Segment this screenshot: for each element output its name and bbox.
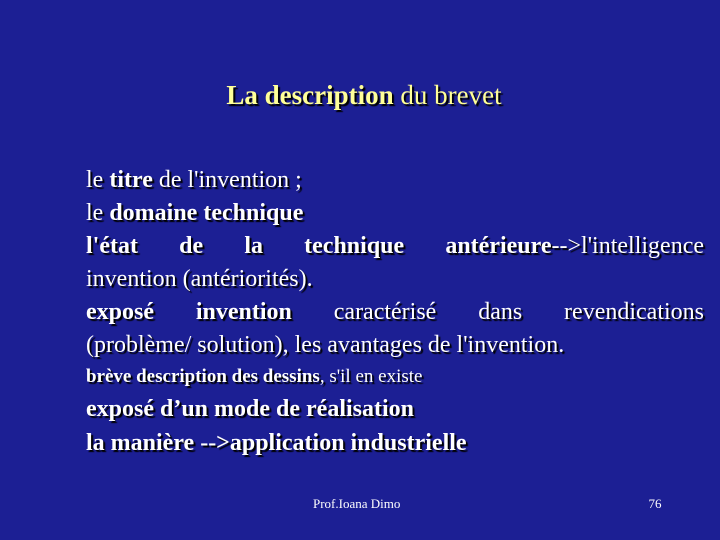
small-line-suffix: , s'il en existe [319, 366, 423, 387]
small-line-bold: brève description des dessins [86, 366, 320, 387]
slide-title [0, 80, 720, 111]
body-line-4 [86, 263, 704, 296]
body-line-big-1 [86, 392, 704, 426]
line-3-bold: l'état de la technique antérieure [86, 233, 552, 259]
title-bold: La description [226, 80, 394, 110]
body-line-big-2 [86, 426, 704, 460]
footer-author: Prof.Ioana Dimo [313, 496, 401, 511]
body-line-1 [86, 164, 704, 197]
line-1-suffix: de l'invention ; [152, 167, 302, 193]
line-6-text: (problème/ solution), les avantages de l'invention. [86, 332, 565, 358]
body-line-2 [86, 197, 704, 230]
title-normal: du brevet [393, 80, 502, 110]
slide-number: 76 [648, 496, 662, 511]
line-2-prefix: le [86, 200, 110, 226]
line-4-text: invention (antériorités). [86, 266, 313, 292]
body-line-small [86, 362, 704, 392]
body-line-5 [86, 296, 704, 329]
body-line-6 [86, 329, 704, 362]
line-5-suffix: caractérisé dans revendications [291, 299, 705, 325]
line-5-bold: exposé invention [86, 299, 292, 325]
line-1-prefix: le [86, 167, 110, 193]
big-line-1: exposé d’un mode de réalisation [86, 396, 415, 422]
slide-body [86, 164, 704, 460]
line-3-suffix: -->l'intelligence [551, 233, 704, 259]
line-2-bold: domaine technique [109, 200, 304, 226]
line-1-bold: titre [109, 167, 153, 193]
big-line-2: la manière -->application industrielle [86, 430, 467, 456]
body-line-3 [86, 230, 704, 263]
